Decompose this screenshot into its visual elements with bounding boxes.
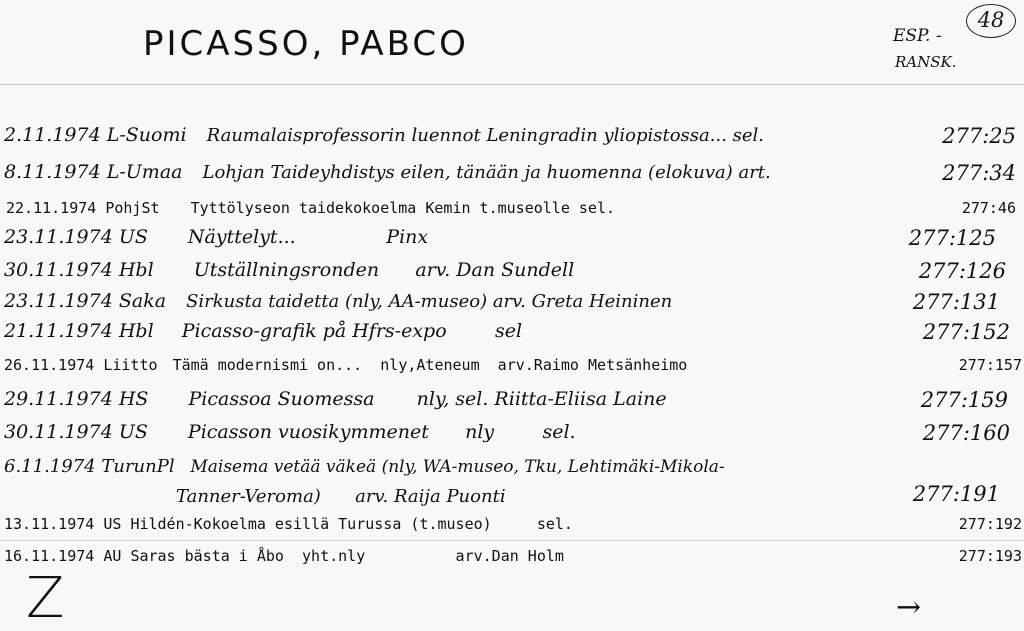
entry-ref: 277:125 xyxy=(908,226,996,250)
entry-row xyxy=(4,226,428,248)
entry-paper: Liitto xyxy=(103,356,158,374)
entry-row xyxy=(4,356,687,374)
card-heading-name: PICASSO, PABCO xyxy=(143,24,469,64)
entry-text: Hildén-Kokoelma esillä Turussa (t.museo) sel. xyxy=(130,515,573,533)
entry-text: Tanner-Veroma) arv. Raija Puonti xyxy=(176,486,506,507)
entry-text: Saras bästa i Åbo yht.nly arv.Dan Holm xyxy=(130,547,564,565)
entry-text: Tyttölyseon taidekokoelma Kemin t.museolle sel. xyxy=(190,199,616,217)
entry-row-continuation xyxy=(176,486,506,507)
entry-row xyxy=(4,259,574,281)
entry-text: Picasson vuosikymmenet nly sel. xyxy=(187,421,576,443)
entry-ref: 277:157 xyxy=(958,356,1022,374)
entry-ref: 277:131 xyxy=(912,290,1000,314)
entry-paper: Saka xyxy=(118,290,167,312)
entry-text: Raumalaisprofessorin luennot Leningradin yliopistossa... sel. xyxy=(206,125,765,146)
entry-ref: 277:126 xyxy=(918,259,1006,283)
entry-paper: TurunPl xyxy=(101,456,175,477)
entry-ref: 277:159 xyxy=(920,388,1008,412)
entry-paper: Hbl xyxy=(118,259,154,281)
entry-ref: 277:46 xyxy=(961,199,1016,217)
entry-text: Näyttelyt... Pinx xyxy=(187,226,429,248)
entry-ref: 277:192 xyxy=(958,515,1022,533)
entry-date: 13.11.1974 xyxy=(4,515,95,533)
language-code-line1: ESP. - xyxy=(893,26,942,46)
entry-paper: L-Suomi xyxy=(106,124,187,146)
entry-row xyxy=(6,199,615,217)
entry-paper: HS xyxy=(118,388,149,410)
end-mark: Z xyxy=(26,566,65,631)
entry-row xyxy=(4,320,522,342)
card-rule xyxy=(0,540,1024,541)
entry-text: Tämä modernismi on... nly,Ateneum arv.Raimo Metsänheimo xyxy=(172,356,688,374)
entry-ref: 277:152 xyxy=(922,320,1010,344)
entry-date: 6.11.1974 xyxy=(4,456,96,477)
entry-row xyxy=(4,456,725,477)
entry-ref: 277:34 xyxy=(942,161,1016,185)
entry-text: Sirkusta taidetta (nly, AA-museo) arv. Greta Heininen xyxy=(186,291,673,312)
entry-date: 23.11.1974 xyxy=(4,290,113,312)
entry-row xyxy=(4,388,667,410)
entry-paper: Hbl xyxy=(118,320,154,342)
entry-ref: 277:160 xyxy=(922,421,1010,445)
entry-text: Lohjan Taideyhdistys eilen, tänään ja huomenna (elokuva) art. xyxy=(202,162,771,183)
entry-paper: US xyxy=(118,226,148,248)
entry-date: 29.11.1974 xyxy=(4,388,113,410)
entry-row xyxy=(4,421,576,443)
entry-paper: US xyxy=(118,421,148,443)
entry-date: 30.11.1974 xyxy=(4,421,113,443)
entry-date: 21.11.1974 xyxy=(4,320,113,342)
entry-paper: AU xyxy=(103,547,122,565)
entry-date: 30.11.1974 xyxy=(4,259,113,281)
entry-ref: 277:191 xyxy=(912,482,1000,506)
entry-ref: 277:193 xyxy=(958,547,1022,565)
entry-row xyxy=(4,124,764,146)
language-code-line2: RANSK. xyxy=(895,53,957,71)
entry-row xyxy=(4,290,672,312)
entry-text: Utställningsronden arv. Dan Sundell xyxy=(193,259,575,281)
entry-paper: US xyxy=(103,515,122,533)
entry-date: 8.11.1974 xyxy=(4,161,101,183)
entry-text: Picassoa Suomessa nly, sel. Riitta-Eliisa Laine xyxy=(188,388,667,410)
card-rule xyxy=(0,84,1024,85)
entry-row xyxy=(4,515,573,533)
entry-date: 2.11.1974 xyxy=(4,124,101,146)
entry-date: 22.11.1974 xyxy=(6,199,97,217)
entry-row xyxy=(4,547,564,565)
card-number: 48 xyxy=(977,8,1005,32)
entry-date: 23.11.1974 xyxy=(4,226,113,248)
entry-date: 26.11.1974 xyxy=(4,356,95,374)
entry-date: 16.11.1974 xyxy=(4,547,95,565)
entry-text: Picasso-grafik på Hfrs-expo sel xyxy=(181,320,523,342)
entry-ref: 277:25 xyxy=(942,124,1016,148)
entry-row xyxy=(4,161,771,183)
card-number-badge xyxy=(966,4,1016,38)
continue-arrow-icon: → xyxy=(896,590,922,625)
entry-text: Maisema vetää väkeä (nly, WA-museo, Tku, Lehtimäki-Mikola- xyxy=(190,457,725,477)
entry-paper: L-Umaa xyxy=(106,161,183,183)
entry-paper: PohjSt xyxy=(105,199,160,217)
